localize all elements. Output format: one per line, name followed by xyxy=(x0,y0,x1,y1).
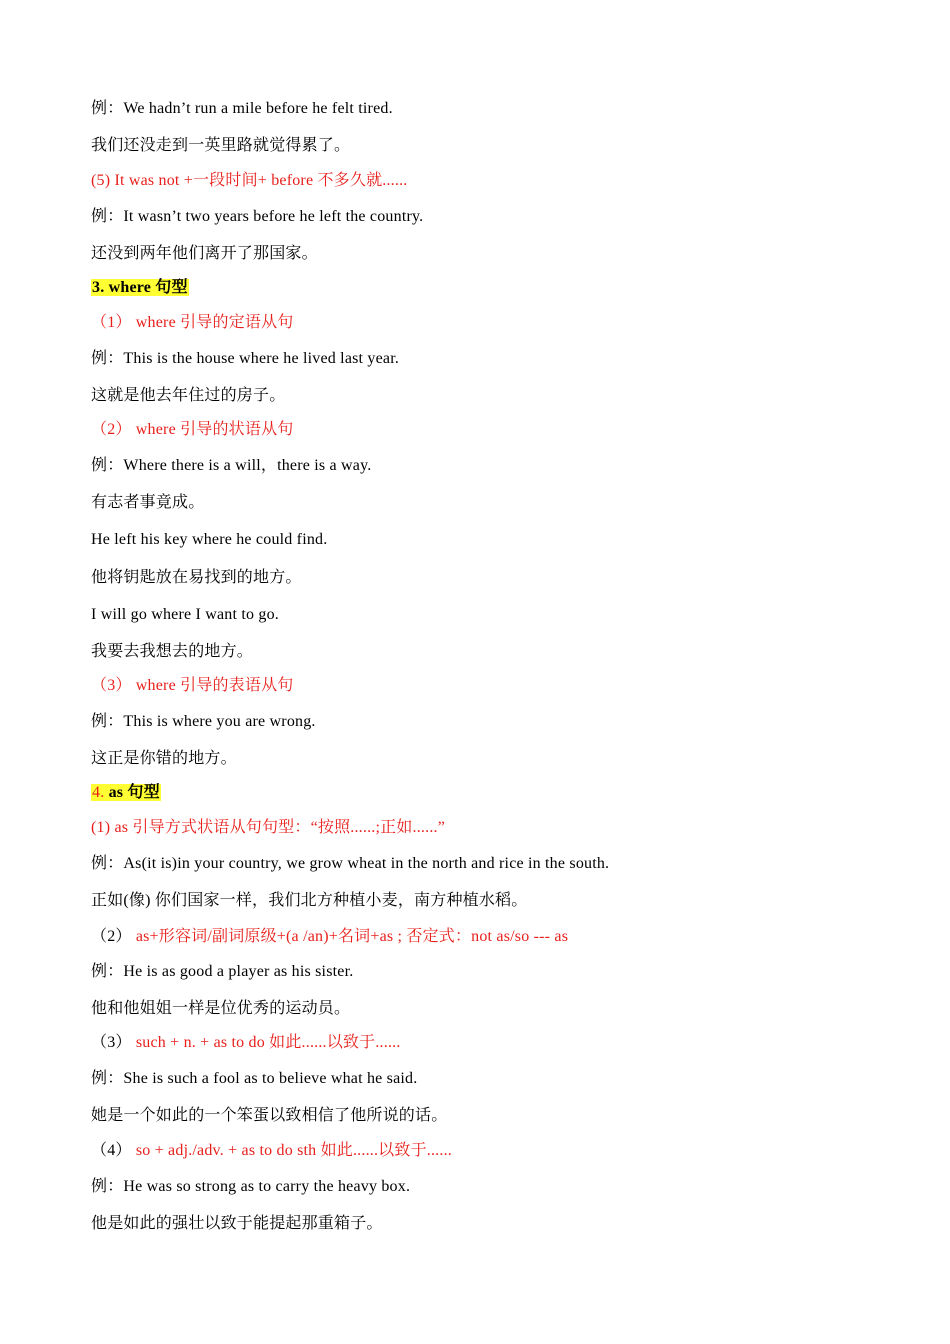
rule-heading: （1） where 引导的定语从句 xyxy=(91,314,294,331)
rule-heading: （2） where 引导的状语从句 xyxy=(91,421,294,438)
rule-heading xyxy=(91,1032,401,1054)
translation: 我们还没走到一英里路就觉得累了。 xyxy=(91,137,351,154)
rule-heading: （3） where 引导的表语从句 xyxy=(91,677,294,694)
example-sentence: I will go where I want to go. xyxy=(91,606,279,623)
translation: 这正是你错的地方。 xyxy=(91,750,237,767)
example-sentence: 例：As(it is)in your country, we grow wheat in the north and rice in the south. xyxy=(91,855,610,872)
rule-heading: (1) as 引导方式状语从句句型：“按照......;正如......” xyxy=(91,819,446,836)
translation: 他是如此的强壮以致于能提起那重箱子。 xyxy=(91,1215,383,1232)
example-sentence: 例：He is as good a player as his sister. xyxy=(91,963,354,980)
translation: 还没到两年他们离开了那国家。 xyxy=(91,245,318,262)
section-heading-label xyxy=(91,784,161,801)
section-number: 4. xyxy=(92,784,105,801)
rule-text: as+形容词/副词原级+(a /an)+名词+as ; 否定式：not as/so --- as xyxy=(135,928,569,945)
translation: 她是一个如此的一个笨蛋以致相信了他所说的话。 xyxy=(91,1107,448,1124)
rule-heading: (5) It was not +一段时间+ before 不多久就...... xyxy=(91,172,408,189)
rule-text: such + n. + as to do 如此......以致于...... xyxy=(135,1034,401,1051)
rule-heading xyxy=(91,1140,452,1162)
section-title: as 句型 xyxy=(104,784,160,801)
translation: 他将钥匙放在易找到的地方。 xyxy=(91,569,302,586)
translation: 正如(像) 你们国家一样，我们北方种植小麦，南方种植水稻。 xyxy=(91,892,528,909)
translation: 有志者事竟成。 xyxy=(91,494,205,511)
section-heading xyxy=(91,277,189,299)
section-heading-label: 3. where 句型 xyxy=(92,279,188,296)
example-sentence: 例：Where there is a will，there is a way. xyxy=(91,457,372,474)
example-sentence: 例：He was so strong as to carry the heavy box. xyxy=(91,1178,411,1195)
section-heading xyxy=(91,782,161,804)
translation: 我要去我想去的地方。 xyxy=(91,643,254,660)
example-sentence: He left his key where he could find. xyxy=(91,531,328,548)
rule-number: （3） xyxy=(91,1034,136,1051)
translation: 这就是他去年住过的房子。 xyxy=(91,387,286,404)
rule-number: （2） xyxy=(91,928,136,945)
rule-text: so + adj./adv. + as to do sth 如此......以致于...... xyxy=(135,1142,452,1159)
example-sentence: 例：This is where you are wrong. xyxy=(91,713,316,730)
rule-number: （4） xyxy=(91,1142,136,1159)
example-sentence: 例：It wasn’t two years before he left the country. xyxy=(91,208,424,225)
example-sentence: 例：This is the house where he lived last year. xyxy=(91,350,400,367)
example-sentence: 例：We hadn’t run a mile before he felt tired. xyxy=(91,100,393,117)
rule-heading xyxy=(91,926,568,948)
example-sentence: 例：She is such a fool as to believe what he said. xyxy=(91,1070,418,1087)
translation: 他和他姐姐一样是位优秀的运动员。 xyxy=(91,1000,351,1017)
